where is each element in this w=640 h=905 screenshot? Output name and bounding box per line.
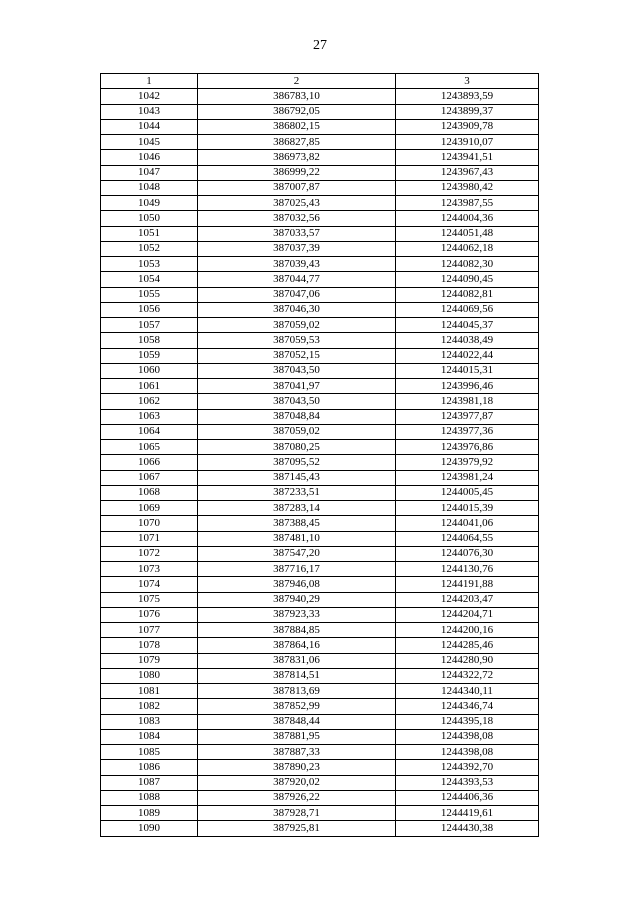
table-row <box>101 180 539 195</box>
point-number-cell: 1052 <box>101 241 198 256</box>
y-coordinate-cell: 1244191,88 <box>396 577 539 592</box>
table-row <box>101 318 539 333</box>
x-coordinate-cell: 387059,53 <box>198 333 396 348</box>
table-row <box>101 577 539 592</box>
point-number-cell: 1081 <box>101 684 198 699</box>
x-coordinate-cell: 387887,33 <box>198 745 396 760</box>
table-row <box>101 257 539 272</box>
table-row <box>101 714 539 729</box>
x-coordinate-cell: 387095,52 <box>198 455 396 470</box>
y-coordinate-cell: 1243977,87 <box>396 409 539 424</box>
x-coordinate-cell: 387926,22 <box>198 790 396 805</box>
point-number-cell: 1073 <box>101 562 198 577</box>
y-coordinate-cell: 1244392,70 <box>396 760 539 775</box>
x-coordinate-cell: 387032,56 <box>198 211 396 226</box>
table-body <box>101 89 539 836</box>
x-coordinate-cell: 386792,05 <box>198 104 396 119</box>
table-row <box>101 348 539 363</box>
y-coordinate-cell: 1244395,18 <box>396 714 539 729</box>
y-coordinate-cell: 1244005,45 <box>396 485 539 500</box>
table-row <box>101 745 539 760</box>
x-coordinate-cell: 387481,10 <box>198 531 396 546</box>
table-row <box>101 424 539 439</box>
y-coordinate-cell: 1243981,18 <box>396 394 539 409</box>
x-coordinate-cell: 387044,77 <box>198 272 396 287</box>
point-number-cell: 1044 <box>101 119 198 134</box>
y-coordinate-cell: 1244062,18 <box>396 241 539 256</box>
y-coordinate-cell: 1243967,43 <box>396 165 539 180</box>
y-coordinate-cell: 1244038,49 <box>396 333 539 348</box>
table-row <box>101 699 539 714</box>
table-row <box>101 607 539 622</box>
point-number-cell: 1085 <box>101 745 198 760</box>
x-coordinate-cell: 386827,85 <box>198 135 396 150</box>
y-coordinate-cell: 1244393,53 <box>396 775 539 790</box>
x-coordinate-cell: 387046,30 <box>198 302 396 317</box>
point-number-cell: 1068 <box>101 485 198 500</box>
y-coordinate-cell: 1244322,72 <box>396 668 539 683</box>
y-coordinate-cell: 1244015,31 <box>396 363 539 378</box>
table-row <box>101 668 539 683</box>
y-coordinate-cell: 1244398,08 <box>396 745 539 760</box>
point-number-cell: 1063 <box>101 409 198 424</box>
table-row <box>101 196 539 211</box>
point-number-cell: 1070 <box>101 516 198 531</box>
y-coordinate-cell: 1243899,37 <box>396 104 539 119</box>
y-coordinate-cell: 1244045,37 <box>396 318 539 333</box>
x-coordinate-cell: 386973,82 <box>198 150 396 165</box>
table-row <box>101 790 539 805</box>
point-number-cell: 1088 <box>101 790 198 805</box>
table-row <box>101 546 539 561</box>
table-row <box>101 241 539 256</box>
table-row <box>101 653 539 668</box>
table-row <box>101 455 539 470</box>
x-coordinate-cell: 387881,95 <box>198 729 396 744</box>
point-number-cell: 1054 <box>101 272 198 287</box>
x-coordinate-cell: 387025,43 <box>198 196 396 211</box>
point-number-cell: 1049 <box>101 196 198 211</box>
y-coordinate-cell: 1244130,76 <box>396 562 539 577</box>
point-number-cell: 1086 <box>101 760 198 775</box>
table-row <box>101 760 539 775</box>
point-number-cell: 1064 <box>101 424 198 439</box>
table-row <box>101 684 539 699</box>
table-row <box>101 135 539 150</box>
x-coordinate-cell: 387080,25 <box>198 440 396 455</box>
x-coordinate-cell: 387033,57 <box>198 226 396 241</box>
y-coordinate-cell: 1243981,24 <box>396 470 539 485</box>
table-row <box>101 485 539 500</box>
y-coordinate-cell: 1244022,44 <box>396 348 539 363</box>
point-number-cell: 1042 <box>101 89 198 104</box>
point-number-cell: 1077 <box>101 623 198 638</box>
x-coordinate-cell: 387547,20 <box>198 546 396 561</box>
point-number-cell: 1066 <box>101 455 198 470</box>
table-row <box>101 394 539 409</box>
y-coordinate-cell: 1244064,55 <box>396 531 539 546</box>
point-number-cell: 1076 <box>101 607 198 622</box>
x-coordinate-cell: 387923,33 <box>198 607 396 622</box>
point-number-cell: 1047 <box>101 165 198 180</box>
point-number-cell: 1080 <box>101 668 198 683</box>
y-coordinate-cell: 1243980,42 <box>396 180 539 195</box>
y-coordinate-cell: 1244200,16 <box>396 623 539 638</box>
y-coordinate-cell: 1244090,45 <box>396 272 539 287</box>
point-number-cell: 1078 <box>101 638 198 653</box>
point-number-cell: 1050 <box>101 211 198 226</box>
y-coordinate-cell: 1243893,59 <box>396 89 539 104</box>
y-coordinate-cell: 1244082,30 <box>396 257 539 272</box>
table-header-row <box>101 74 539 89</box>
x-coordinate-cell: 386802,15 <box>198 119 396 134</box>
y-coordinate-cell: 1244076,30 <box>396 546 539 561</box>
y-coordinate-cell: 1244340,11 <box>396 684 539 699</box>
point-number-cell: 1043 <box>101 104 198 119</box>
column-header-2: 2 <box>198 74 396 89</box>
table-row <box>101 409 539 424</box>
x-coordinate-cell: 387233,51 <box>198 485 396 500</box>
y-coordinate-cell: 1243996,46 <box>396 379 539 394</box>
table-row <box>101 119 539 134</box>
x-coordinate-cell: 387928,71 <box>198 806 396 821</box>
x-coordinate-cell: 386999,22 <box>198 165 396 180</box>
y-coordinate-cell: 1244069,56 <box>396 302 539 317</box>
x-coordinate-cell: 387059,02 <box>198 318 396 333</box>
x-coordinate-cell: 387043,50 <box>198 394 396 409</box>
point-number-cell: 1061 <box>101 379 198 394</box>
table-row <box>101 226 539 241</box>
column-header-1: 1 <box>101 74 198 89</box>
coordinates-table <box>100 73 539 837</box>
point-number-cell: 1060 <box>101 363 198 378</box>
y-coordinate-cell: 1243979,92 <box>396 455 539 470</box>
point-number-cell: 1084 <box>101 729 198 744</box>
x-coordinate-cell: 387388,45 <box>198 516 396 531</box>
x-coordinate-cell: 387925,81 <box>198 821 396 836</box>
x-coordinate-cell: 387852,99 <box>198 699 396 714</box>
x-coordinate-cell: 387047,06 <box>198 287 396 302</box>
y-coordinate-cell: 1243909,78 <box>396 119 539 134</box>
y-coordinate-cell: 1243910,07 <box>396 135 539 150</box>
table-row <box>101 333 539 348</box>
x-coordinate-cell: 387940,29 <box>198 592 396 607</box>
x-coordinate-cell: 387920,02 <box>198 775 396 790</box>
x-coordinate-cell: 387037,39 <box>198 241 396 256</box>
table-row <box>101 272 539 287</box>
table-row <box>101 806 539 821</box>
x-coordinate-cell: 387048,84 <box>198 409 396 424</box>
x-coordinate-cell: 387039,43 <box>198 257 396 272</box>
point-number-cell: 1065 <box>101 440 198 455</box>
point-number-cell: 1090 <box>101 821 198 836</box>
y-coordinate-cell: 1244004,36 <box>396 211 539 226</box>
column-header-3: 3 <box>396 74 539 89</box>
x-coordinate-cell: 387831,06 <box>198 653 396 668</box>
x-coordinate-cell: 387059,02 <box>198 424 396 439</box>
table-row <box>101 821 539 836</box>
y-coordinate-cell: 1243976,86 <box>396 440 539 455</box>
point-number-cell: 1057 <box>101 318 198 333</box>
y-coordinate-cell: 1244051,48 <box>396 226 539 241</box>
x-coordinate-cell: 387864,16 <box>198 638 396 653</box>
point-number-cell: 1055 <box>101 287 198 302</box>
y-coordinate-cell: 1243977,36 <box>396 424 539 439</box>
table-row <box>101 516 539 531</box>
page-number: 27 <box>313 38 327 53</box>
point-number-cell: 1071 <box>101 531 198 546</box>
y-coordinate-cell: 1244204,71 <box>396 607 539 622</box>
table-row <box>101 363 539 378</box>
x-coordinate-cell: 387145,43 <box>198 470 396 485</box>
x-coordinate-cell: 387283,14 <box>198 501 396 516</box>
table-row <box>101 775 539 790</box>
y-coordinate-cell: 1244346,74 <box>396 699 539 714</box>
table-row <box>101 104 539 119</box>
y-coordinate-cell: 1244280,90 <box>396 653 539 668</box>
point-number-cell: 1072 <box>101 546 198 561</box>
table-row <box>101 470 539 485</box>
point-number-cell: 1062 <box>101 394 198 409</box>
point-number-cell: 1058 <box>101 333 198 348</box>
point-number-cell: 1083 <box>101 714 198 729</box>
point-number-cell: 1053 <box>101 257 198 272</box>
point-number-cell: 1089 <box>101 806 198 821</box>
y-coordinate-cell: 1244285,46 <box>396 638 539 653</box>
y-coordinate-cell: 1244398,08 <box>396 729 539 744</box>
x-coordinate-cell: 387043,50 <box>198 363 396 378</box>
x-coordinate-cell: 387884,85 <box>198 623 396 638</box>
point-number-cell: 1046 <box>101 150 198 165</box>
table-row <box>101 302 539 317</box>
point-number-cell: 1075 <box>101 592 198 607</box>
table-row <box>101 531 539 546</box>
point-number-cell: 1067 <box>101 470 198 485</box>
x-coordinate-cell: 387041,97 <box>198 379 396 394</box>
table-row <box>101 89 539 104</box>
x-coordinate-cell: 387848,44 <box>198 714 396 729</box>
table-row <box>101 150 539 165</box>
point-number-cell: 1056 <box>101 302 198 317</box>
table-row <box>101 379 539 394</box>
point-number-cell: 1087 <box>101 775 198 790</box>
x-coordinate-cell: 387716,17 <box>198 562 396 577</box>
table-row <box>101 501 539 516</box>
y-coordinate-cell: 1244015,39 <box>396 501 539 516</box>
point-number-cell: 1074 <box>101 577 198 592</box>
x-coordinate-cell: 387052,15 <box>198 348 396 363</box>
y-coordinate-cell: 1244203,47 <box>396 592 539 607</box>
table-row <box>101 211 539 226</box>
x-coordinate-cell: 387813,69 <box>198 684 396 699</box>
y-coordinate-cell: 1244082,81 <box>396 287 539 302</box>
y-coordinate-cell: 1243987,55 <box>396 196 539 211</box>
y-coordinate-cell: 1244041,06 <box>396 516 539 531</box>
y-coordinate-cell: 1244406,36 <box>396 790 539 805</box>
point-number-cell: 1051 <box>101 226 198 241</box>
x-coordinate-cell: 387890,23 <box>198 760 396 775</box>
x-coordinate-cell: 386783,10 <box>198 89 396 104</box>
y-coordinate-cell: 1244419,61 <box>396 806 539 821</box>
point-number-cell: 1048 <box>101 180 198 195</box>
x-coordinate-cell: 387946,08 <box>198 577 396 592</box>
table-row <box>101 592 539 607</box>
y-coordinate-cell: 1244430,38 <box>396 821 539 836</box>
y-coordinate-cell: 1243941,51 <box>396 150 539 165</box>
table-row <box>101 287 539 302</box>
point-number-cell: 1079 <box>101 653 198 668</box>
table-row <box>101 440 539 455</box>
table-row <box>101 729 539 744</box>
point-number-cell: 1059 <box>101 348 198 363</box>
point-number-cell: 1069 <box>101 501 198 516</box>
table-row <box>101 638 539 653</box>
point-number-cell: 1045 <box>101 135 198 150</box>
table-row <box>101 562 539 577</box>
x-coordinate-cell: 387814,51 <box>198 668 396 683</box>
x-coordinate-cell: 387007,87 <box>198 180 396 195</box>
table-row <box>101 623 539 638</box>
table-row <box>101 165 539 180</box>
point-number-cell: 1082 <box>101 699 198 714</box>
